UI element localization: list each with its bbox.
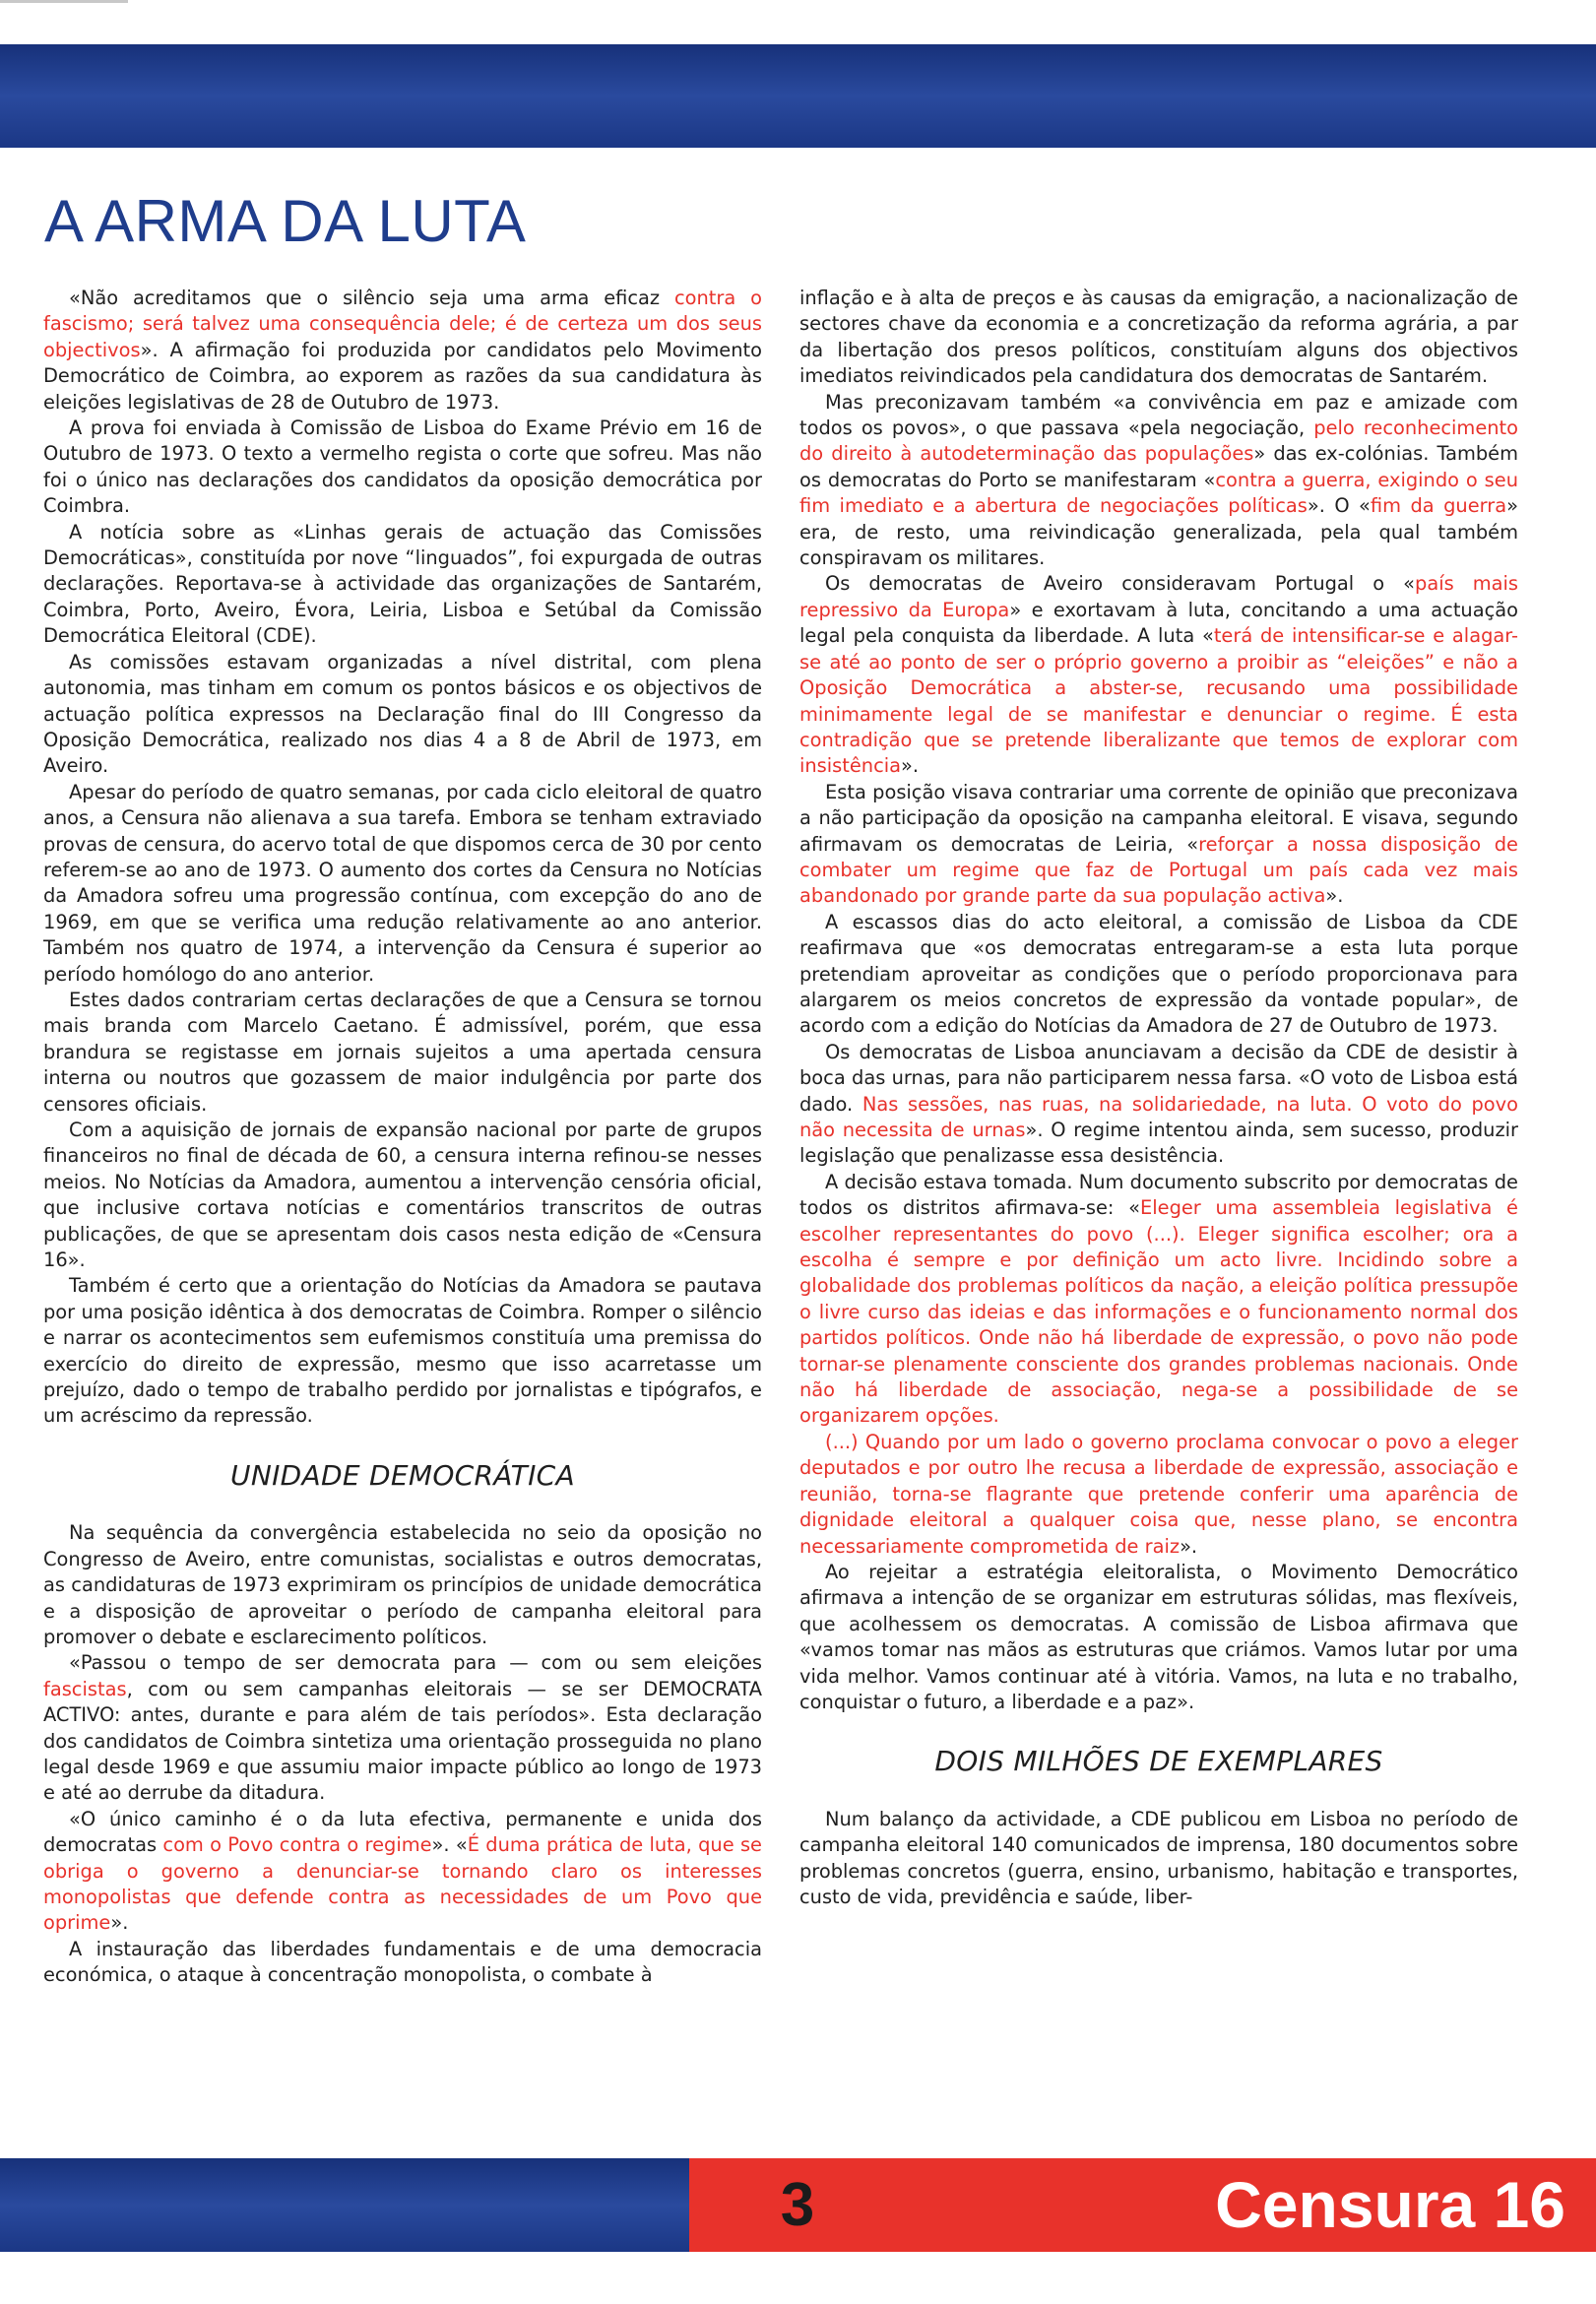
paragraph: Os democratas de Aveiro consideravam Portugal o «país mais repressivo da Europa» e exortavam à luta, concitando a uma actuação legal pela conquista da liberdade. A luta «terá de intensificar-se e alagar-se até ao ponto de ser o próprio governo a proibir as “eleições” e não a Oposição Democrática a abster-se, recusando uma possibilidade minimamente legal de se manifestar e denunciar o regime. É esta contradição que se pretende liberalizante que temos de explorar com insistência». [799, 572, 1518, 778]
censored-text: Nas sessões, nas ruas, na solidariedade, na luta. O voto do povo não necessita de urnas [799, 1092, 1518, 1141]
censored-text: fim da guerra [1370, 494, 1507, 518]
censored-text: reforçar a nossa disposição de combater um regime que faz de Portugal um país cada vez mais abandonado por grande parte da sua população activa [799, 832, 1518, 908]
page-number: 3 [780, 2171, 815, 2239]
paragraph: «Não acreditamos que o silêncio seja uma arma eficaz contra o fascismo; será talvez uma consequência dele; é de certeza um dos seus objectivos». A afirmação foi produzida por candidatos pelo Movimento Democrático de Coimbra, ao exporem as razões da sua candidatura às eleições legislativas de 28 de Outubro de 1973. [43, 287, 762, 414]
page-title: A ARMA DA LUTA [44, 188, 527, 254]
censored-text: Eleger uma assembleia legislativa é escolher representantes do povo (...). Eleger significa escolher; ora a escolha é sempre e por definição um acto livre. Incidindo sobre a globalidade dos problemas políticos da nação, a eleição política pressupõe o livre curso das ideias e das informações e o funcionamento normal dos partidos políticos. Onde não há liberdade de expressão, o povo não pode tornar-se plenamente consciente dos grandes problemas nacionais. Onde não há liberdade de associação, nega-se a possibilidade de se organizarem opções. [799, 1196, 1518, 1428]
paragraph: A escassos dias do acto eleitoral, a comissão de Lisboa da CDE reafirmava que «os democratas entregaram-se a esta luta porque pretendiam aproveitar as condições que o período proporcionava para alargarem os meios concretos de expressão da vontade popular», de acordo com a edição do Notícias da Amadora de 27 de Outubro de 1973. [799, 910, 1518, 1038]
censored-text: contra o fascismo; será talvez uma consequência dele; é de certeza um dos seus objectivos [43, 287, 762, 361]
censored-text: É duma prática de luta, que se obriga o governo a denunciar-se tornando claro os interesses monopolistas que defende contra as necessidades de um Povo que oprime [43, 1833, 762, 1935]
paragraph: Os democratas de Lisboa anunciavam a decisão da CDE de desistir à boca das urnas, para não participarem nessa farsa. «O voto de Lisboa está dado. Nas sessões, nas ruas, na solidariedade, na luta. O voto do povo não necessita de urnas». O regime intentou ainda, sem sucesso, produzir legislação que penalizasse essa desistência. [799, 1040, 1518, 1168]
paragraph: «Passou o tempo de ser democrata para — com ou sem eleições fascistas, com ou sem campanhas eleitorais — se ser DEMOCRATA ACTIVO: antes, durante e para além de tais períodos». Esta declaração dos candidatos de Coimbra sintetiza uma orientação prosseguida no plano legal desde 1969 e que assumiu maior impacte público ao longo de 1973 e até ao derrube da ditadura. [43, 1651, 762, 1805]
article-column-right [799, 286, 1518, 2137]
paragraph: Num balanço da actividade, a CDE publicou em Lisboa no período de campanha eleitoral 140 comunicados de imprensa, 180 documentos sobre problemas concretos (guerra, ensino, urbanismo, habitação e transportes, custo de vida, previdência e saúde, liber- [799, 1807, 1518, 1908]
paragraph: A prova foi enviada à Comissão de Lisboa do Exame Prévio em 16 de Outubro de 1973. O texto a vermelho regista o corte que sofreu. Mas não foi o único nas declarações dos candidatos da oposição democrática por Coimbra. [43, 416, 762, 518]
article-column-left [43, 286, 762, 2137]
censored-text: terá de intensificar-se e alagar-se até ao ponto de ser o próprio governo a proibir as “eleições” e não a Oposição Democrática a abster-se, recusando uma possibilidade minimamente legal de se manifestar e denunciar o regime. É esta contradição que se pretende liberalizante que temos de explorar com insistência [799, 624, 1518, 778]
paragraph: (...) Quando por um lado o governo proclama convocar o povo a eleger deputados e por outro lhe recusa a liberdade de expressão, associação e reunião, torna-se flagrante que pretende conferir uma aparência de dignidade eleitoral a qualquer coisa que, nesse plano, se encontra necessariamente comprometida de raiz». [799, 1430, 1518, 1558]
paragraph: A decisão estava tomada. Num documento subscrito por democratas de todos os distritos afirmava-se: «Eleger uma assembleia legislativa é escolher representantes do povo (...). Eleger significa escolher; ora a escolha é sempre e por definição um acto livre. Incidindo sobre a globalidade dos problemas políticos da nação, a eleição política pressupõe o livre curso das ideias e das informações e o funcionamento normal dos partidos políticos. Onde não há liberdade de expressão, o povo não pode tornar-se plenamente consciente dos grandes problemas nacionais. Onde não há liberdade de associação, nega-se a possibilidade de se organizarem opções. [799, 1170, 1518, 1428]
paragraph: «O único caminho é o da luta efectiva, permanente e unida dos democratas com o Povo contra o regime». «É duma prática de luta, que se obriga o governo a denunciar-se tornando claro os interesses monopolistas que defende contra as necessidades de um Povo que oprime». [43, 1807, 762, 1935]
paragraph: Ao rejeitar a estratégia eleitoralista, o Movimento Democrático afirmava a intenção de se organizar em estruturas sólidas, mas flexíveis, que acolhessem os democratas. A comissão de Lisboa afirmava que «vamos tomar nas mãos as estruturas que criámos. Vamos lutar por uma vida melhor. Vamos continuar até à vitória. Vamos, na luta e no trabalho, conquistar o futuro, a liberdade e a paz». [799, 1560, 1518, 1713]
censored-text: fascistas [43, 1677, 127, 1700]
paragraph: Esta posição visava contrariar uma corrente de opinião que preconizava a não participação da oposição na campanha eleitoral. E visava, segundo afirmavam os democratas de Leiria, «reforçar a nossa disposição de combater um regime que faz de Portugal um país cada vez mais abandonado por grande parte da sua população activa». [799, 780, 1518, 908]
paragraph: As comissões estavam organizadas a nível distrital, com plena autonomia, mas tinham em comum os pontos básicos e os objectivos de actuação política expressos na Declaração final do III Congresso da Oposição Democrática, realizado nos dias 4 a 8 de Abril de 1973, em Aveiro. [43, 650, 762, 778]
section-heading-dois-milhoes: DOIS MILHÕES DE EXEMPLARES [934, 1745, 1383, 1778]
censored-text: (...) Quando por um lado o governo proclama convocar o povo a eleger deputados e por outro lhe recusa a liberdade de expressão, associação e reunião, torna-se flagrante que pretende conferir uma aparência de dignidade eleitoral a qualquer coisa que, nesse plano, se encontra necessariamente comprometida de raiz [799, 1430, 1518, 1558]
paragraph: Estes dados contrariam certas declarações de que a Censura se tornou mais branda com Marcelo Caetano. É admissível, porém, que essa brandura se registasse em jornais sujeitos a uma apertada censura interna ou noutros que gozassem de maior indulgência por parte dos censores oficiais. [43, 988, 762, 1116]
publication-name: Censura 16 [1215, 2168, 1565, 2241]
paragraph: Com a aquisição de jornais de expansão nacional por parte de grupos financeiros no final de década de 60, a censura interna refinou-se nesses meios. No Notícias da Amadora, aumentou a intervenção censória oficial, que inclusive cortava notícias e comentários transcritos de outras publicações, de que se apresentam dois casos nesta edição de «Censura 16». [43, 1119, 762, 1272]
paragraph: Apesar do período de quatro semanas, por cada ciclo eleitoral de quatro anos, a Censura não alienava a sua tarefa. Embora se tenham extraviado provas de censura, do acervo total de que dispomos cerca de 30 por cento referem-se ao ano de 1973. O aumento dos cortes da Censura no Notícias da Amadora sofreu uma progressão contínua, com excepção do ano de 1969, em que se verifica uma redução relativamente ao ano anterior. Também nos quatro de 1974, a intervenção da Censura é superior ao período homólogo do ano anterior. [43, 780, 762, 986]
paragraph: A instauração das liberdades fundamentais e de uma democracia económica, o ataque à concentração monopolista, o combate à [43, 1937, 762, 1987]
paragraph: inflação e à alta de preços e às causas da emigração, a nacionalização de sectores chave da economia e a concretização da reforma agrária, a par da libertação dos presos políticos, constituíam alguns dos objectivos imediatos reivindicados pela candidatura dos democratas de Santarém. [799, 287, 1518, 388]
header-band [0, 44, 1596, 148]
top-edge-line [0, 0, 128, 3]
paragraph: A notícia sobre as «Linhas gerais de actuação das Comissões Democráticas», constituída por nove “linguados”, foi expurgada de outras declarações. Reportava-se à actividade das organizações de Santarém, Coimbra, Porto, Aveiro, Évora, Leiria, Lisboa e Setúbal da Comissão Democrática Eleitoral (CDE). [43, 520, 762, 648]
paragraph: Na sequência da convergência estabelecida no seio da oposição no Congresso de Aveiro, entre comunistas, socialistas e outros democratas, as candidaturas de 1973 exprimiram os princípios de unidade democrática e a disposição de aproveitar o período de campanha eleitoral para promover o debate e esclarecimento políticos. [43, 1521, 762, 1648]
paragraph: Também é certo que a orientação do Notícias da Amadora se pautava por uma posição idêntica à dos democratas de Coimbra. Romper o silêncio e narrar os acontecimentos sem eufemismos constituía uma premissa do exercício do direito de expressão, mesmo que isso acarretasse um prejuízo, dado o tempo de trabalho perdido por jornalistas e tipógrafos, e um acréscimo da repressão. [43, 1274, 762, 1428]
censored-text: com o Povo contra o regime [162, 1833, 432, 1857]
censored-text: contra a guerra, exigindo o seu fim imediato e a abertura de negociações políticas [799, 468, 1518, 518]
censored-text: país mais repressivo da Europa [799, 572, 1518, 621]
section-heading-unidade: UNIDADE DEMOCRÁTICA [230, 1458, 575, 1492]
censored-text: pelo reconhecimento do direito à autodeterminação das populações [799, 416, 1518, 466]
paragraph: Mas preconizavam também «a convivência em paz e amizade com todos os povos», o que passava «pela negociação, pelo reconhecimento do direito à autodeterminação das populações» das ex-colónias. Também os democratas do Porto se manifestaram «contra a guerra, exigindo o seu fim imediato e a abertura de negociações políticas». O «fim da guerra» era, de resto, uma reivindicação generalizada, pela qual também conspiravam os militares. [799, 390, 1518, 570]
